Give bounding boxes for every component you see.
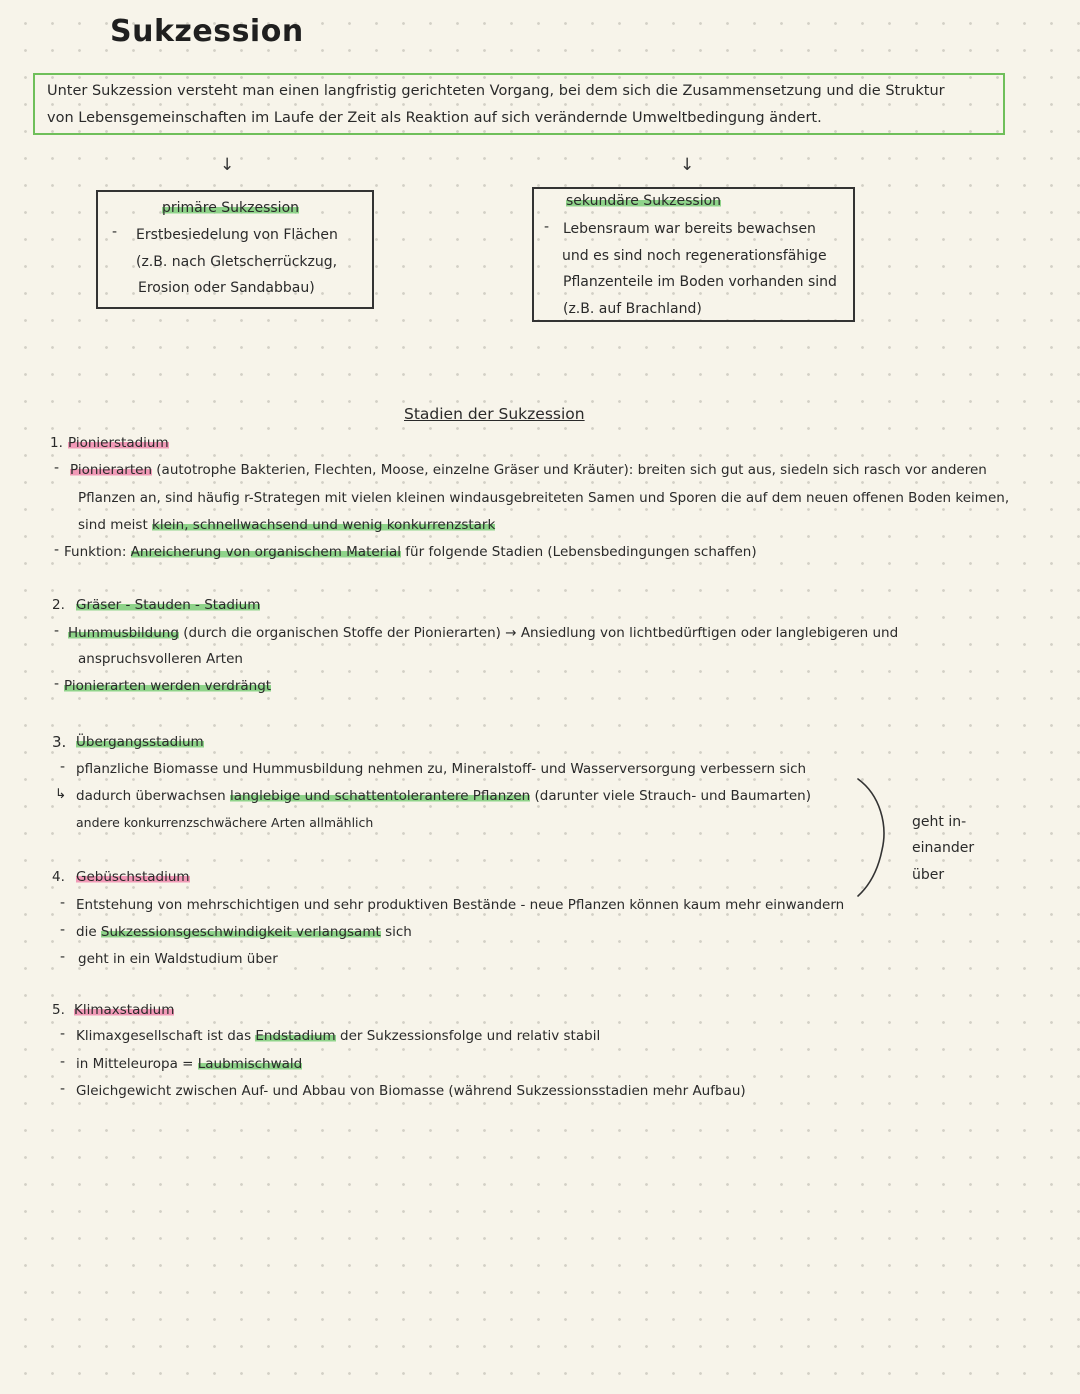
dash: - — [60, 922, 66, 938]
secondary-title: sekundäre Sukzession — [566, 193, 722, 209]
stage-1-bullet-1-line-3 — [78, 517, 495, 533]
side-note-line-2: einander — [912, 840, 975, 856]
arrow-return-icon: ↳ — [55, 786, 67, 802]
stage-2-bullet-1 — [68, 625, 898, 641]
dash: - — [60, 1026, 66, 1042]
highlight: klein, schnellwachsend und wenig konkurrenzstark — [152, 517, 496, 533]
stage-3-bullet-1: pflanzliche Biomasse und Hummusbildung nehmen zu, Mineralstoff- und Wasserversorgung verbessern sich — [76, 761, 807, 777]
highlight: Hummusbildung — [68, 625, 179, 641]
dash: - — [54, 542, 60, 558]
primary-line-3: Erosion oder Sandabbau) — [138, 280, 315, 296]
text: Klimaxgesellschaft ist das — [76, 1028, 256, 1044]
text: dadurch überwachsen — [76, 788, 230, 804]
highlight: Endstadium — [255, 1028, 336, 1044]
dash: - — [60, 895, 66, 911]
secondary-succession-box — [532, 187, 855, 322]
curly-brace-icon — [852, 775, 892, 900]
text: (durch die organischen Stoffe der Pionierarten) → Ansiedlung von lichtbedürftigen oder langlebigeren und — [178, 625, 899, 641]
definition-box — [33, 73, 1005, 135]
stage-title: Gräser - Stauden - Stadium — [76, 597, 261, 613]
stage-number: 2. — [52, 597, 65, 613]
primary-title: primäre Sukzession — [162, 200, 300, 216]
stage-5-bullet-2 — [76, 1056, 302, 1072]
highlight: Anreicherung von organischem Material — [130, 544, 401, 560]
primary-line-1: Erstbesiedelung von Flächen — [136, 227, 338, 243]
stage-title: Übergangsstadium — [76, 734, 204, 750]
stage-5-bullet-3: Gleichgewicht zwischen Auf- und Abbau von Biomasse (während Sukzessionsstadien mehr Aufbau) — [76, 1083, 746, 1099]
dash: - — [54, 623, 60, 639]
stage-5-bullet-1 — [76, 1028, 600, 1044]
stage-2-bullet-2: Pionierarten werden verdrängt — [64, 678, 272, 694]
stage-1-bullet-1 — [70, 462, 987, 478]
text: Funktion: — [64, 544, 131, 560]
secondary-line-4: (z.B. auf Brachland) — [563, 301, 702, 317]
secondary-line-2: und es sind noch regenerationsfähige — [562, 248, 827, 264]
definition-line-1: Unter Sukzession versteht man einen langfristig gerichteten Vorgang, bei dem sich die Zusammensetzung und die Struktur — [47, 83, 945, 99]
dash: - — [54, 460, 60, 476]
dash: - — [544, 219, 550, 235]
stage-number: 1. — [50, 435, 63, 451]
stage-number: 4. — [52, 869, 65, 885]
arrow-down-icon: ↓ — [220, 155, 235, 175]
side-note-line-1: geht in- — [912, 814, 967, 830]
text: die — [76, 924, 101, 940]
stage-title: Gebüschstadium — [76, 869, 190, 885]
stage-3-bullet-2 — [76, 788, 811, 804]
arrow-down-icon: ↓ — [680, 155, 695, 175]
highlight: Pionierarten — [70, 462, 152, 478]
dash: - — [60, 759, 66, 775]
stage-4-bullet-2 — [76, 924, 412, 940]
highlight: Sukzessionsgeschwindigkeit verlangsamt — [100, 924, 381, 940]
stage-title: Klimaxstadium — [74, 1002, 175, 1018]
page-title: Sukzession — [110, 14, 304, 49]
stage-4-bullet-1: Entstehung von mehrschichtigen und sehr produktiven Bestände - neue Pflanzen können kaum mehr einwandern — [76, 897, 845, 913]
stage-number: 3. — [52, 733, 67, 751]
stage-number: 5. — [52, 1002, 65, 1018]
stage-1-bullet-2 — [64, 544, 757, 560]
text: (autotrophe Bakterien, Flechten, Moose, einzelne Gräser und Kräuter): breiten sich gut aus, siedeln sich rasch vor anderen — [152, 462, 987, 478]
primary-line-2: (z.B. nach Gletscherrückzug, — [136, 254, 338, 270]
dash: - — [60, 949, 66, 965]
text: für folgende Stadien (Lebensbedingungen schaffen) — [401, 544, 757, 560]
text: in Mitteleuropa = — [76, 1056, 198, 1072]
secondary-line-1: Lebensraum war bereits bewachsen — [563, 221, 816, 237]
stages-heading: Stadien der Sukzession — [404, 405, 585, 423]
primary-succession-box — [96, 190, 374, 309]
stage-3-bullet-2-line-2: andere konkurrenzschwächere Arten allmählich — [76, 815, 374, 830]
text: (darunter viele Strauch- und Baumarten) — [530, 788, 811, 804]
definition-line-2: von Lebensgemeinschaften im Laufe der Zeit als Reaktion auf sich verändernde Umweltbedingung ändert. — [47, 110, 822, 126]
dash: - — [54, 676, 60, 692]
text: sich — [380, 924, 412, 940]
text: sind meist — [78, 517, 153, 533]
side-note-line-3: über — [912, 867, 945, 883]
stage-title: Pionierstadium — [68, 435, 169, 451]
dash: - — [60, 1081, 66, 1097]
dash: - — [60, 1054, 66, 1070]
stage-4-bullet-3: geht in ein Waldstudium über — [78, 951, 278, 967]
stage-2-bullet-1-line-2: anspruchsvolleren Arten — [78, 651, 243, 667]
highlight: langlebige und schattentolerantere Pflanzen — [229, 788, 531, 804]
secondary-line-3: Pflanzenteile im Boden vorhanden sind — [563, 274, 837, 290]
dash: - — [112, 224, 118, 240]
text: der Sukzessionsfolge und relativ stabil — [335, 1028, 601, 1044]
stage-1-bullet-1-line-2: Pflanzen an, sind häufig r-Strategen mit vielen kleinen windausgebreiteten Samen und Sporen die auf dem neuen offenen Boden keimen, — [78, 490, 1010, 506]
highlight: Laubmischwald — [197, 1056, 303, 1072]
